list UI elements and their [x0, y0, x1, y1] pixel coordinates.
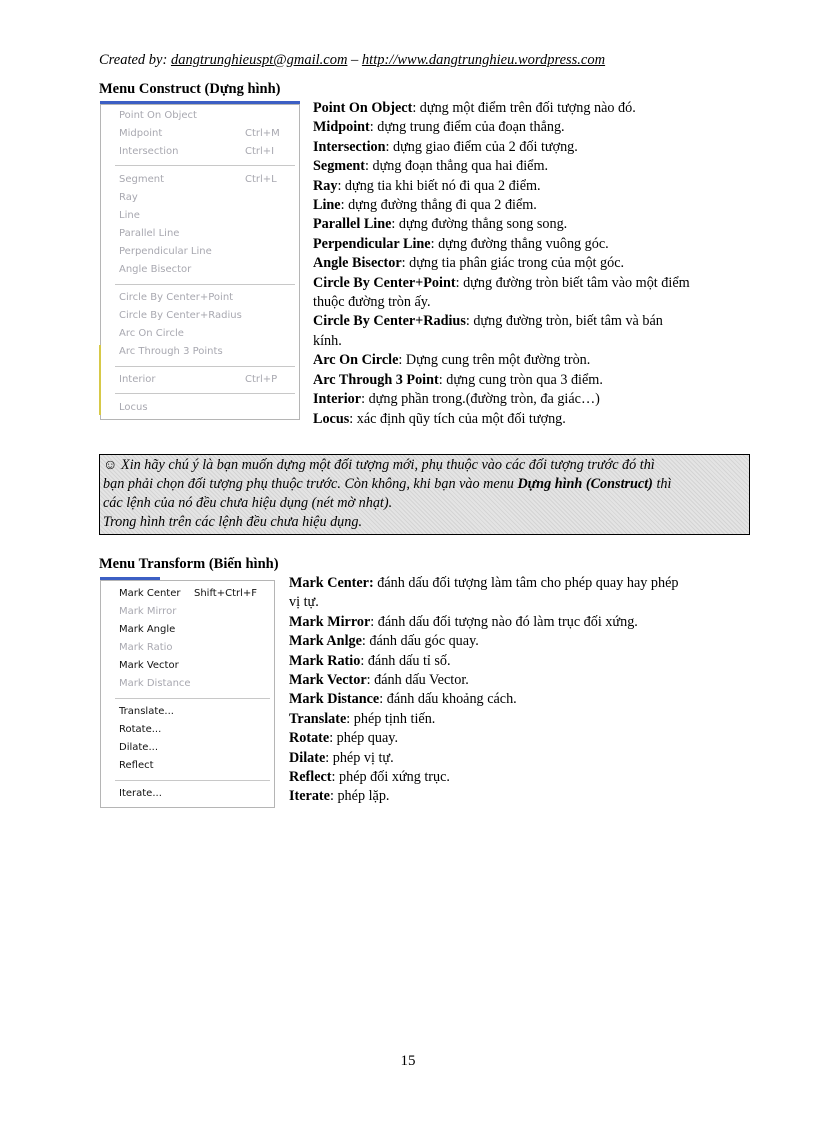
- desc-row: [313, 138, 753, 157]
- desc-row: [313, 196, 753, 215]
- menu-item-mark-angle[interactable]: [101, 621, 274, 639]
- menu-item-ray[interactable]: [101, 189, 299, 207]
- desc-term: Line: [313, 197, 341, 214]
- desc-row: [313, 410, 753, 429]
- desc-text: : dựng đường thẳng vuông góc.: [430, 235, 609, 252]
- desc-text: : dựng đoạn thẳng qua hai điểm.: [365, 158, 549, 175]
- menu-separator: [115, 780, 270, 781]
- shortcut-label: Ctrl+P: [245, 374, 278, 385]
- menu-item-arc-on-circle[interactable]: [101, 325, 299, 343]
- desc-text: : dựng đường thẳng song song.: [391, 216, 568, 233]
- desc-row: [289, 787, 749, 806]
- desc-term: Intersection: [313, 138, 386, 155]
- menu-item-label: Reflect: [119, 760, 154, 771]
- smiley-icon: ☺: [103, 457, 118, 473]
- note-line-1: [103, 456, 745, 475]
- menu-separator: [115, 366, 295, 367]
- desc-row: [289, 749, 749, 768]
- desc-term: Arc Through 3 Point: [313, 371, 439, 388]
- desc-text: : đánh dấu Vector.: [366, 672, 469, 689]
- note-text: bạn phải chọn đối tượng phụ thuộc trước. Còn không, khi bạn vào menu: [103, 476, 518, 492]
- construct-descriptions: [313, 99, 753, 429]
- menu-item-mark-distance[interactable]: [101, 675, 274, 693]
- desc-term: Segment: [313, 158, 366, 175]
- desc-text: : đánh dấu góc quay.: [361, 633, 479, 650]
- menu-item-reflect[interactable]: [101, 757, 274, 775]
- desc-text: : dựng tia phân giác trong của một góc.: [401, 255, 625, 272]
- menu-highlight-bar: [100, 101, 300, 104]
- desc-text: : dựng giao điểm của 2 đối tượng.: [385, 138, 578, 155]
- menu-item-iterate[interactable]: [101, 785, 274, 803]
- desc-row: [313, 215, 753, 234]
- desc-term: Locus: [313, 410, 350, 427]
- desc-text: : xác định qũy tích của một đối tượng.: [349, 410, 566, 427]
- menu-item-locus[interactable]: [101, 399, 299, 417]
- desc-row-continuation: kính.: [313, 332, 342, 349]
- desc-text: : phép lặp.: [329, 788, 390, 805]
- desc-row: [289, 690, 749, 709]
- menu-item-label: Arc On Circle: [119, 328, 184, 339]
- shortcut-label: Ctrl+M: [245, 128, 280, 139]
- construct-section-title: Menu Construct (Dựng hình): [99, 81, 281, 97]
- note-text: Xin hãy chú ý là bạn muốn dựng một đối tượng mới, phụ thuộc vào các đối tượng trước đó thì: [117, 457, 655, 473]
- construct-menu: [100, 104, 300, 420]
- desc-text: : dựng tia khi biết nó đi qua 2 điểm.: [337, 177, 541, 194]
- desc-term: Mark Anlge: [289, 633, 362, 650]
- menu-item-label: Mark Angle: [119, 624, 176, 635]
- desc-row-continuation: vị tự.: [289, 594, 319, 611]
- transform-descriptions: [289, 574, 749, 807]
- menu-item-label: Dilate...: [119, 742, 158, 753]
- desc-term: Interior: [313, 391, 362, 408]
- desc-term: Translate: [289, 710, 347, 727]
- page-number: 15: [400, 1053, 416, 1069]
- note-line-2: [103, 475, 745, 494]
- menu-item-circle-center-radius[interactable]: [101, 307, 299, 325]
- desc-row: [289, 768, 749, 787]
- desc-text: : đánh dấu tỉ số.: [360, 652, 451, 669]
- desc-term: Mark Mirror: [289, 613, 371, 630]
- desc-term: Circle By Center+Radius: [313, 313, 466, 330]
- note-box: [99, 454, 750, 535]
- menu-item-mark-ratio[interactable]: [101, 639, 274, 657]
- menu-highlight-bar: [100, 577, 160, 580]
- menu-separator: [115, 165, 295, 166]
- desc-term: Reflect: [289, 769, 332, 786]
- desc-row: [313, 312, 753, 331]
- desc-term: Parallel Line: [313, 216, 392, 233]
- menu-separator: [115, 393, 295, 394]
- desc-row-continuation: thuộc đường tròn ấy.: [313, 294, 431, 311]
- menu-item-translate[interactable]: [101, 703, 274, 721]
- email-link[interactable]: dangtrunghieuspt@gmail.com: [170, 52, 348, 68]
- menu-item-label: Rotate...: [119, 724, 162, 735]
- menu-item-perpendicular-line[interactable]: [101, 243, 299, 261]
- menu-item-label: Parallel Line: [119, 228, 180, 239]
- desc-term: Mark Distance: [289, 691, 380, 708]
- desc-term: Arc On Circle: [313, 352, 399, 369]
- menu-separator: [115, 284, 295, 285]
- menu-item-label: Midpoint: [119, 128, 163, 139]
- desc-row: [289, 632, 749, 651]
- menu-item-mark-center[interactable]: [101, 585, 274, 603]
- desc-term: Rotate: [289, 730, 330, 747]
- menu-item-parallel-line[interactable]: [101, 225, 299, 243]
- menu-item-rotate[interactable]: [101, 721, 274, 739]
- menu-item-label: Mark Center: [119, 588, 181, 599]
- desc-term: Mark Center:: [289, 575, 374, 591]
- header-dash: –: [347, 52, 362, 68]
- shortcut-label: Ctrl+L: [245, 174, 277, 185]
- menu-item-circle-center-point[interactable]: [101, 289, 299, 307]
- desc-term: Perpendicular Line: [313, 235, 431, 252]
- desc-term: Mark Vector: [289, 672, 367, 689]
- desc-text: : dựng phần trong.(đường tròn, đa giác…): [361, 391, 600, 408]
- desc-row: [289, 671, 749, 690]
- desc-row: [289, 613, 749, 632]
- desc-row: [313, 390, 753, 409]
- desc-text: : dựng một điểm trên đối tượng nào đó.: [412, 100, 636, 116]
- note-line-4: Trong hình trên các lệnh đều chưa hiệu dụng.: [103, 514, 363, 530]
- menu-item-label: Mark Distance: [119, 678, 191, 689]
- menu-item-line[interactable]: [101, 207, 299, 225]
- desc-row: [313, 157, 753, 176]
- desc-row: [313, 118, 753, 137]
- desc-row: [289, 710, 749, 729]
- desc-term: Dilate: [289, 749, 326, 766]
- transform-menu: [100, 580, 275, 808]
- desc-row: [289, 574, 749, 593]
- menu-item-interior[interactable]: [101, 371, 299, 389]
- menu-item-label: Line: [119, 210, 140, 221]
- menu-item-intersection[interactable]: [101, 143, 299, 161]
- menu-separator: [115, 698, 270, 699]
- desc-row: [313, 371, 753, 390]
- menu-item-label: Translate...: [119, 706, 174, 717]
- desc-row: [313, 254, 753, 273]
- menu-item-angle-bisector[interactable]: [101, 261, 299, 279]
- menu-item-label: Circle By Center+Radius: [119, 310, 242, 321]
- desc-text: đánh dấu đối tượng làm tâm cho phép quay hay phép: [373, 575, 679, 591]
- desc-term: Mark Ratio: [289, 652, 361, 669]
- desc-text: : Dựng cung trên một đường tròn.: [398, 352, 591, 369]
- desc-term: Circle By Center+Point: [313, 274, 456, 291]
- desc-term: Iterate: [289, 788, 330, 805]
- shortcut-label: Shift+Ctrl+F: [194, 588, 258, 599]
- menu-item-point-on-object[interactable]: [101, 107, 299, 125]
- menu-item-label: Intersection: [119, 146, 179, 157]
- menu-item-label: Segment: [119, 174, 164, 185]
- desc-text: : dựng cung tròn qua 3 điểm.: [438, 371, 603, 388]
- menu-item-dilate[interactable]: [101, 739, 274, 757]
- desc-row: [313, 99, 753, 118]
- desc-row: [313, 235, 753, 254]
- menu-item-label: Mark Mirror: [119, 606, 177, 617]
- menu-item-segment[interactable]: [101, 171, 299, 189]
- desc-text: : phép tịnh tiến.: [346, 710, 436, 727]
- header-prefix: Created by:: [99, 52, 171, 68]
- desc-text: : phép đối xứng trục.: [331, 769, 450, 786]
- note-emphasis: Dựng hình (Construct): [517, 476, 653, 492]
- menu-item-label: Circle By Center+Point: [119, 292, 234, 303]
- menu-item-label: Mark Ratio: [119, 642, 173, 653]
- desc-term: Midpoint: [313, 119, 370, 136]
- menu-item-arc-through-3-points[interactable]: [101, 343, 299, 361]
- desc-term: Point On Object: [313, 100, 413, 116]
- menu-item-mark-vector[interactable]: [101, 657, 274, 675]
- menu-item-label: Ray: [119, 192, 138, 203]
- shortcut-label: Ctrl+I: [245, 146, 275, 157]
- desc-text: : phép quay.: [329, 730, 399, 747]
- menu-item-label: Locus: [119, 402, 148, 413]
- desc-term: Angle Bisector: [313, 255, 402, 272]
- desc-text: : dựng đường tròn, biết tâm và bán: [465, 313, 663, 330]
- menu-item-label: Interior: [119, 374, 156, 385]
- page-header: [99, 52, 605, 69]
- menu-item-label: Iterate...: [119, 788, 162, 799]
- desc-row: [289, 729, 749, 748]
- desc-text: : đánh dấu đối tượng nào đó làm trục đối xứng.: [370, 613, 638, 630]
- menu-item-label: Mark Vector: [119, 660, 179, 671]
- menu-item-midpoint[interactable]: [101, 125, 299, 143]
- desc-text: : dựng trung điểm của đoạn thẳng.: [369, 119, 565, 136]
- menu-item-label: Arc Through 3 Points: [119, 346, 223, 357]
- menu-item-label: Perpendicular Line: [119, 246, 212, 257]
- desc-row: [313, 351, 753, 370]
- website-link[interactable]: http://www.dangtrunghieu.wordpress.com: [361, 52, 606, 68]
- desc-text: : đánh dấu khoảng cách.: [379, 691, 517, 708]
- desc-text: : phép vị tự.: [325, 749, 394, 766]
- note-text: thì: [652, 476, 672, 492]
- menu-item-label: Angle Bisector: [119, 264, 192, 275]
- menu-item-mark-mirror[interactable]: [101, 603, 274, 621]
- left-edge-mark: [99, 345, 101, 415]
- transform-section-title: Menu Transform (Biến hình): [99, 556, 279, 572]
- desc-row: [313, 177, 753, 196]
- desc-text: : dựng đường tròn biết tâm vào một điểm: [455, 274, 690, 291]
- menu-item-label: Point On Object: [119, 110, 197, 121]
- desc-text: : dựng đường thẳng đi qua 2 điểm.: [340, 197, 537, 214]
- desc-row: [289, 652, 749, 671]
- desc-row: [313, 274, 753, 293]
- note-line-3: các lệnh của nó đều chưa hiệu dụng (nét mờ nhạt).: [103, 495, 393, 511]
- desc-term: Ray: [313, 177, 338, 194]
